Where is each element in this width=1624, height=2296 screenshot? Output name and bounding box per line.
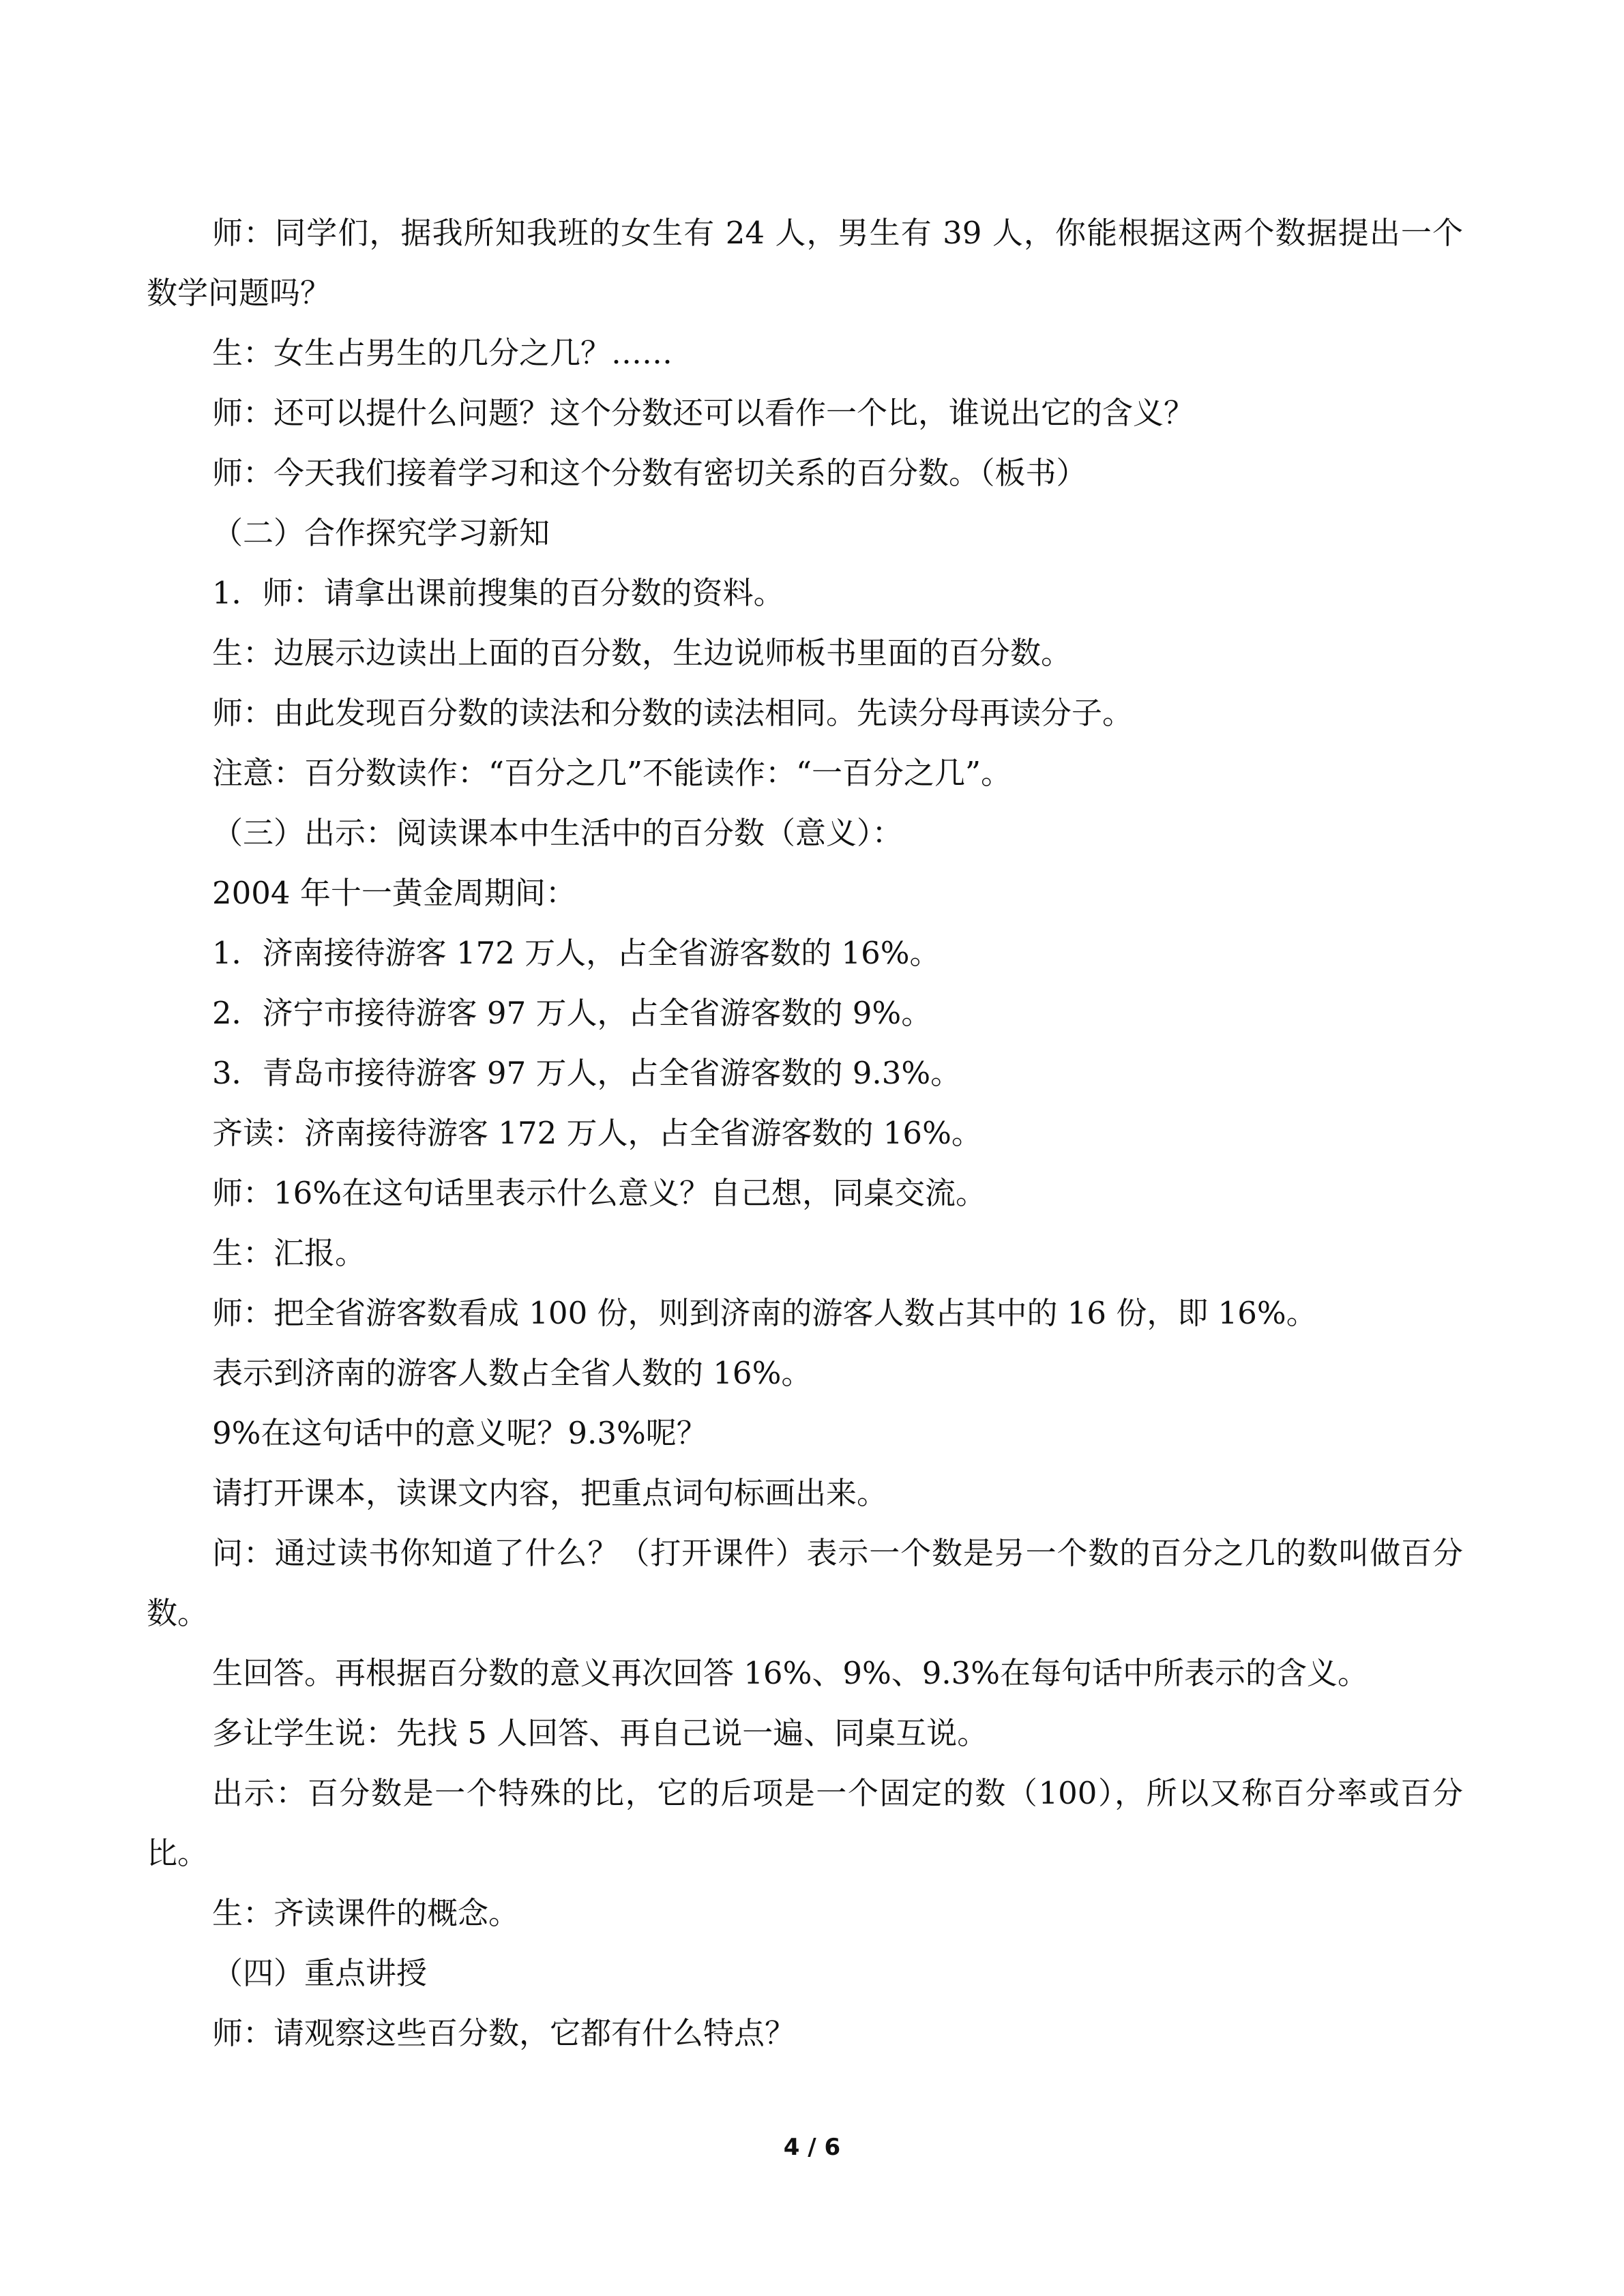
paragraph-step-1: 1．师：请拿出课前搜集的百分数的资料。 [212,575,784,611]
paragraph-teacher-intro: 师：今天我们接着学习和这个分数有密切关系的百分数。（板书） [212,455,1087,491]
paragraph-golden-week: 2004 年十一黄金周期间： [212,875,576,911]
page-body [147,203,1463,2063]
paragraph-teacher-question: 师：同学们，据我所知我班的女生有 24 人，男生有 39 人，你能根据这两个数据提出一个数学问题吗？ [147,215,1463,311]
paragraph-reading-rule: 师：由此发现百分数的读法和分数的读法相同。先读分母再读分子。 [212,695,1134,731]
paragraph-meaning-statement: 表示到济南的游客人数占全省人数的 16%。 [212,1355,812,1391]
paragraph-meaning-question: 师：16%在这句话里表示什么意义？自己想，同桌交流。 [212,1175,987,1211]
list-item-jinan: 1．济南接待游客 172 万人，占全省游客数的 16%。 [212,935,941,971]
paragraph-student-show: 生：边展示边读出上面的百分数，生边说师板书里面的百分数。 [212,635,1072,671]
paragraph-teacher-followup: 师：还可以提什么问题？这个分数还可以看作一个比，谁说出它的含义？ [212,395,1195,431]
paragraph-note: 注意：百分数读作：“百分之几”不能读作：“一百分之几”。 [212,755,1012,791]
paragraph-read-together: 齐读：济南接待游客 172 万人，占全省游客数的 16%。 [212,1115,982,1151]
section-heading-2: （二）合作探究学习新知 [212,515,550,551]
paragraph-show-concept: 出示：百分数是一个特殊的比，它的后项是一个固定的数（100），所以又称百分率或百分比。 [147,1775,1463,1871]
paragraph-more-students: 多让学生说：先找 5 人回答、再自己说一遍、同桌互说。 [212,1715,988,1751]
paragraph-teacher-explain: 师：把全省游客数看成 100 份，则到济南的游客人数占其中的 16 份，即 16%。 [212,1295,1317,1331]
paragraph-other-meanings: 9%在这句话中的意义呢？9.3%呢？ [212,1415,707,1451]
paragraph-read-concept: 生：齐读课件的概念。 [212,1895,520,1931]
paragraph-student-reply: 生回答。再根据百分数的意义再次回答 16%、9%、9.3%在每句话中所表示的含义。 [212,1655,1369,1691]
list-item-jining: 2．济宁市接待游客 97 万人，占全省游客数的 9%。 [212,995,932,1031]
list-item-qingdao: 3．青岛市接待游客 97 万人，占全省游客数的 9.3%。 [212,1055,962,1091]
paragraph-student-answer: 生：女生占男生的几分之几？…… [212,335,673,371]
paragraph-student-report: 生：汇报。 [212,1235,366,1271]
section-heading-3: （三）出示：阅读课本中生活中的百分数（意义）： [212,815,903,851]
paragraph-observe: 师：请观察这些百分数，它都有什么特点？ [212,2015,796,2051]
paragraph-definition: 问：通过读书你知道了什么？（打开课件）表示一个数是另一个数的百分之几的数叫做百分数。 [147,1535,1463,1631]
page-number: 4 / 6 [783,2134,841,2161]
paragraph-open-book: 请打开课本，读课文内容，把重点词句标画出来。 [212,1475,888,1511]
section-heading-4: （四）重点讲授 [212,1955,428,1991]
